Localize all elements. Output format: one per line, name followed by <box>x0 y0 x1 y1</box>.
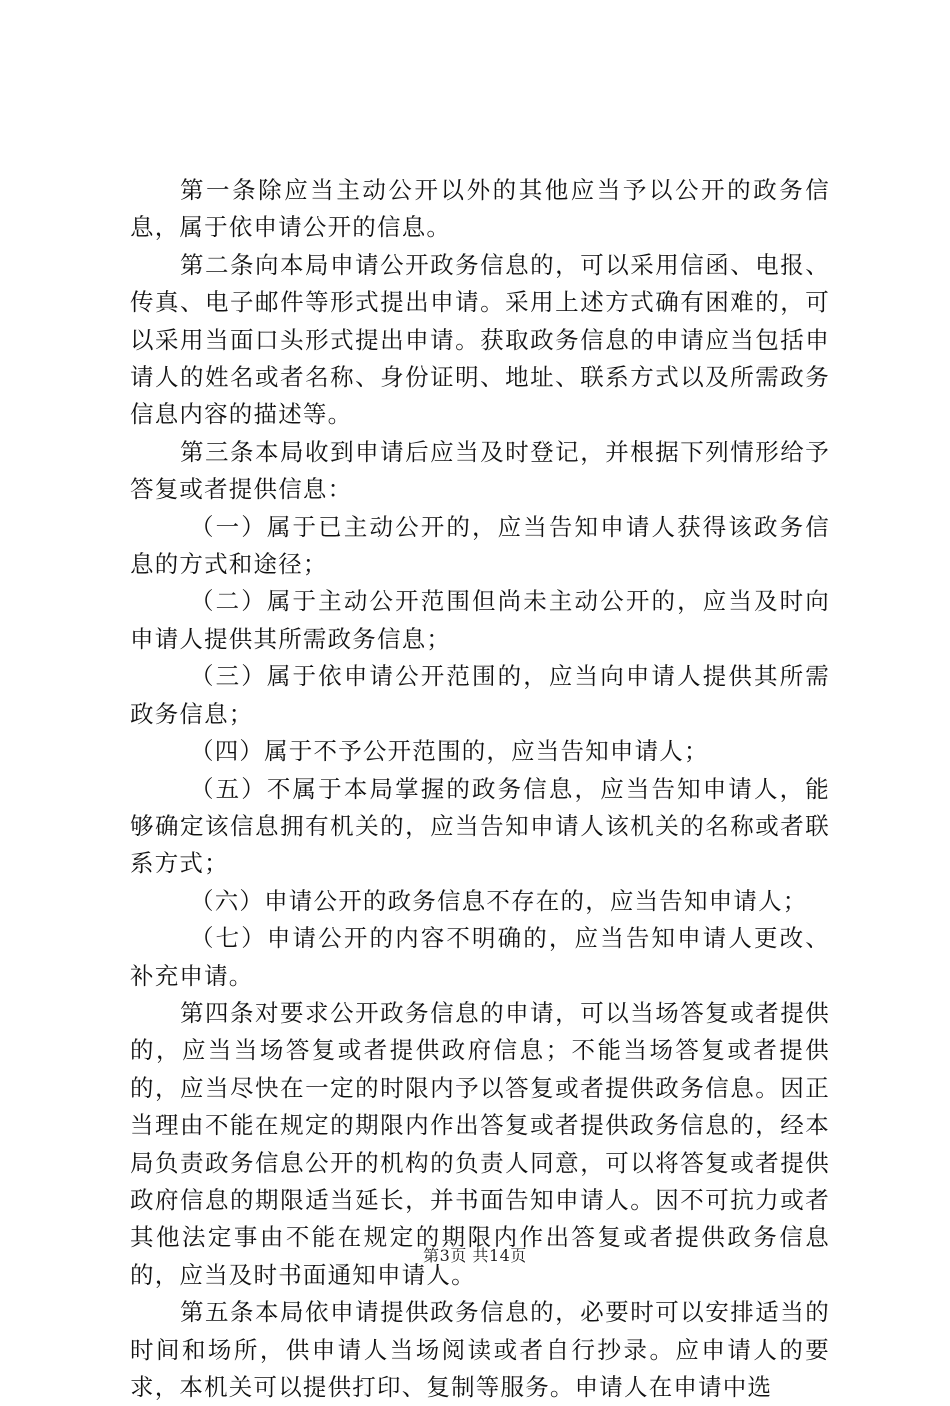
paragraph-article-5: 第五条本局依申请提供政务信息的，必要时可以安排适当的时间和场所，供申请人当场阅读或者自行抄录。应申请人的要求，本机关可以提供打印、复制等服务。申请人在申请中选 <box>130 1298 830 1401</box>
page-number-footer: 第3页 共14页 <box>423 1246 527 1265</box>
paragraph-item-1: （一）属于已主动公开的，应当告知申请人获得该政务信息的方式和途径； <box>130 512 830 579</box>
paragraph-article-2: 第二条向本局申请公开政务信息的，可以采用信函、电报、传真、电子邮件等形式提出申请。采用上述方式确有困难的，可以采用当面口头形式提出申请。获取政务信息的申请应当包括申请人的姓名或者名称、身份证明、地址、联系方式以及所需政务信息内容的描述等。 <box>130 250 830 429</box>
paragraph-item-5: （五）不属于本局掌握的政务信息，应当告知申请人，能够确定该信息拥有机关的，应当告知申请人该机关的名称或者联系方式； <box>130 774 830 878</box>
paragraph-item-7: （七）申请公开的内容不明确的，应当告知申请人更改、补充申请。 <box>130 924 830 990</box>
paragraph-item-6: （六）申请公开的政务信息不存在的，应当告知申请人； <box>190 886 808 915</box>
paragraph-item-3: （三）属于依申请公开范围的，应当向申请人提供其所需政务信息； <box>130 662 830 728</box>
paragraph-article-4: 第四条对要求公开政务信息的申请，可以当场答复或者提供的，应当当场答复或者提供政府信息；不能当场答复或者提供的，应当尽快在一定的时限内予以答复或者提供政务信息。因正当理由不能在规定的期限内作出答复或者提供政务信息的，经本局负责政务信息公开的机构的负责人同意，可以将答复或者提供政府信息的期限适当延长，并书面告知申请人。因不可抗力或者其他法定事由不能在规定的期限内作出答复或者提供政务信息的，应当及时书面通知申请人。 <box>130 998 830 1289</box>
paragraph-item-2: （二）属于主动公开范围但尚未主动公开的，应当及时向申请人提供其所需政务信息； <box>130 587 830 653</box>
paragraph-article-1: 第一条除应当主动公开以外的其他应当予以公开的政务信息，属于依申请公开的信息。 <box>130 176 830 242</box>
document-body <box>130 172 830 1406</box>
paragraph-item-4: （四）属于不予公开范围的，应当告知申请人； <box>190 737 709 766</box>
paragraph-article-3: 第三条本局收到申请后应当及时登记，并根据下列情形给予答复或者提供信息： <box>130 437 830 504</box>
